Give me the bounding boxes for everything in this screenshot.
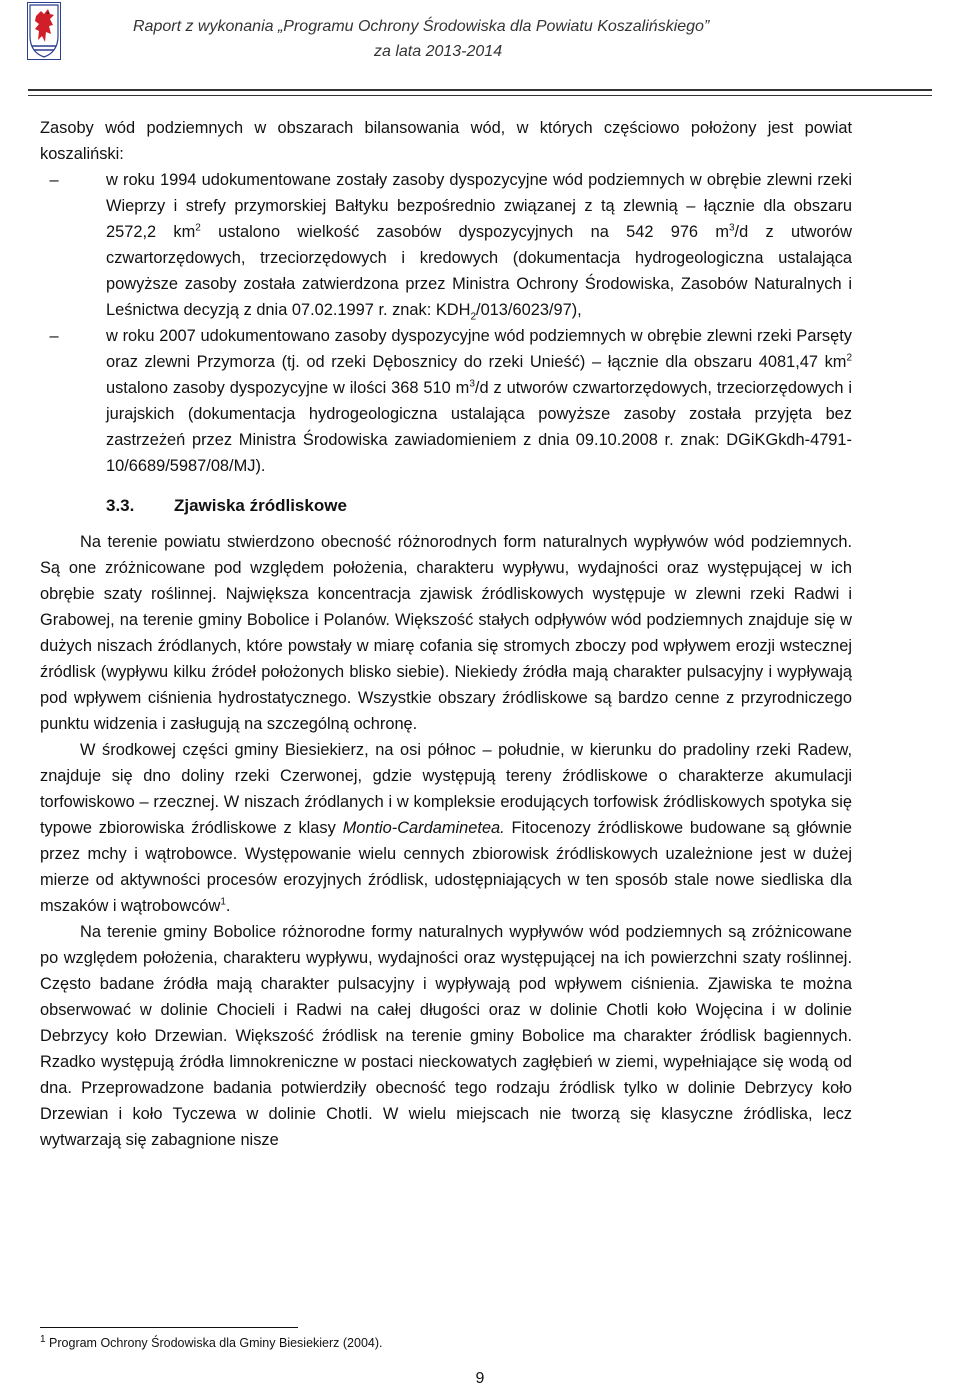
section-heading [40,493,852,519]
header-title: Raport z wykonania „Programu Ochrony Środowiska dla Powiatu Koszalińskiego” [133,18,710,35]
header-rule-thin [28,95,932,96]
header-rule [28,89,932,91]
list-dash: – [49,327,59,345]
page-header [0,0,960,100]
section-title: Zjawiska źródliskowe [174,496,347,515]
footnote-rule [40,1327,298,1328]
section-number: 3.3. [106,496,135,515]
resources-list [40,167,852,479]
list-item: – w roku 1994 udokumentowane zostały zasoby dyspozycyjne wód podziemnych w obrębie zlewni rzeki Wieprzy i strefy przymorskiej Bałtyku bezpośrednio związanej z tą zlewnią – łącznie dla obszaru 2572,2 $km^2$ ustalono wielkość zasobów dyspozycyjnych na 542 976 $m^3/d$ z utworów czwartorzędowych, trzeciorzędowych i kredowych (dokumentacja hydrogeologiczna ustalająca powyższe zasoby została zatwierdzona przez Ministra Ochrony Środowiska, Zasobów Naturalnych i Leśnictwa decyzją z dnia 07.02.1997 r. znak: $KDH_2/013/6023/97$), [40,167,852,323]
paragraph-springs-intro: Na terenie powiatu stwierdzono obecność różnorodnych form naturalnych wypływów wód podziemnych. Są one zróżnicowane pod względem położenia, charakteru wypływu, wydajności oraz występującej w ich obrębie szaty roślinnej. Największa koncentracja zjawisk źródliskowych występuje w zlewni rzeki Radwi i Grabowej, na terenie gminy Bobolice i Polanów. Większość stałych odpływów wód podziemnych znajduje się w dużych niszach źródlanych, które powstały w miarę cofania się stromych zboczy pod wpływem erozji wstecznej źródlisk (wypływu kilku źródeł położonych blisko siebie). Niekiedy źródła mają charakter pulsacyjny i wypływają pod wpływem ciśnienia hydrostatycznego. Wszystkie obszary źródliskowe są bardzo cenne z przyrodniczego punktu widzenia i zasługują na szczególną ochronę. [40,533,852,733]
header-subtitle: za lata 2013-2014 [374,43,503,60]
page-body [40,115,852,1153]
intro-paragraph: Zasoby wód podziemnych w obszarach bilansowania wód, w których częściowo położony jest powiat koszaliński: [40,119,852,163]
list-dash: – [49,171,59,189]
footnote: $^1$ Program Ochrony Środowiska dla Gminy Biesiekierz (2004). [40,1333,383,1350]
paragraph-bobolice: Na terenie gminy Bobolice różnorodne formy naturalnych wypływów wód podziemnych są zróżnicowane po względem położenia, charakteru wypływu, wydajności oraz występującej na ich powierzchni szaty roślinnej. Często badane źródła mają charakter pulsacyjny i wypływają pod wpływem ciśnienia. Zjawiska te można obserwować w dolinie Chocieli i Radwi na całej długości oraz w dolinie Chotli koło Wojęcina i w dolinie Debrzycy koło Drzewian. Większość źródlisk na terenie gminy Bobolice ma charakter źródlisk bagiennych. Rzadko występują źródła limnokreniczne w postaci nieckowatych zagłębień w ziemi, wypełniające się wodą od dna. Przeprowadzone badania potwierdziły obecność tego rodzaju źródlisk tylko w dolinie Debrzycy koło Drzewian i koło Tyczewa w dolinie Chotli. W wielu miejscach nie tworzą się klasyczne źródliska, lecz wytwarzają się zabagnione nisze [40,923,852,1149]
paragraph-biesiekierz: W środkowej części gminy Biesiekierz, na osi północ – południe, w kierunku do pradoliny rzeki Radew, znajduje się dno doliny rzeki Czerwonej, gdzie występują tereny źródliskowe o charakterze akumulacji torfowiskowo – rzecznej. W niszach źródlanych i w kompleksie erodujących torfowisk źródliskowych spotyka się typowe zbiorowiska źródliskowe z klasy Montio-Cardaminetea. Fitocenozy źródliskowe budowane są głównie przez mchy i wątrobowce. Występowanie wielu cennych zbiorowisk źródliskowych uzależnione jest w dużej mierze od aktywności procesów erozyjnych źródlisk, udostępniających w ten sposób stale nowe siedliska dla mszaków i wątrobowców$^1$. [40,741,852,915]
footnote-ref: 1 [220,896,226,908]
page-number: 9 [475,1370,485,1387]
griffin-coat-of-arms-icon [27,2,61,60]
list-item: – w roku 2007 udokumentowano zasoby dyspozycyjne wód podziemnych w obrębie zlewni rzeki Parsęty oraz zlewni Przymorza (tj. od rzeki Dębosznicy do rzeki Unieść) – łącznie dla obszaru 4081,47 $km^2$ ustalono zasoby dyspozycyjne w ilości 368 510 $m^3/d$ z utworów czwartorzędowych, trzeciorzędowych i jurajskich (dokumentacja hydrogeologiczna ustalająca powyższe zasoby została przyjęta bez zastrzeżeń przez Ministra Środowiska zawiadomieniem z dnia 09.10.2008 r. znak: DGiKGkdh-4791-10/6689/5987/08/MJ). [40,323,852,479]
